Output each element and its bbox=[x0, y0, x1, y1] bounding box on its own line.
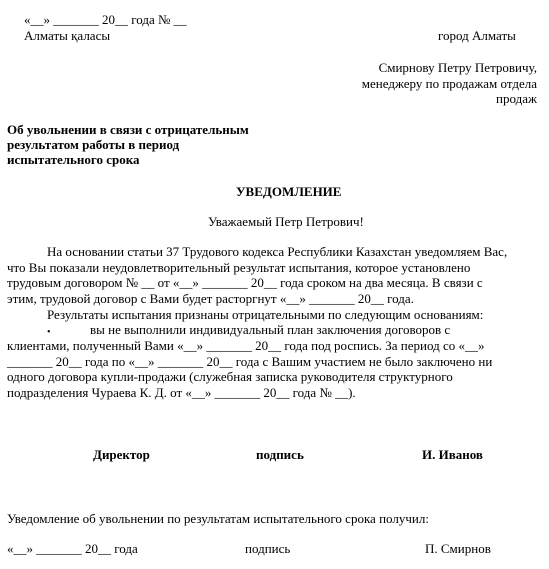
bullet-line-4: одного договора купли-продажи (служебная записка руководителя структурного bbox=[7, 369, 453, 384]
bullet-line-5: подразделения Чураева К. Д. от «__» _______ 20__ года № __). bbox=[7, 385, 356, 400]
signatory-position: Директор bbox=[93, 447, 150, 462]
receipt-text: Уведомление об увольнении по результатам испытательного срока получил: bbox=[7, 511, 429, 526]
bullet-line-1: вы не выполнили индивидуальный план заключения договоров с bbox=[90, 322, 451, 337]
paragraph1-line-2: что Вы показали неудовлетворительный результат испытания, которое установлено bbox=[7, 260, 471, 275]
paragraph1-line-4: этим, трудовой договор с Вами будет расторгнут «__» _______ 20__ года. bbox=[7, 291, 414, 306]
city-kazakh: Алматы қаласы bbox=[24, 28, 111, 43]
greeting: Уважаемый Петр Петрович! bbox=[208, 214, 364, 229]
signatory-name: И. Иванов bbox=[422, 447, 483, 462]
receipt-date: «__» _______ 20__ года bbox=[7, 541, 138, 556]
bullet-line-3: _______ 20__ года по «__» _______ 20__ года с Вашим участием не было заключено ни bbox=[7, 354, 493, 369]
addressee-name: Смирнову Петру Петровичу, bbox=[378, 60, 537, 75]
paragraph1-line-1: На основании статьи 37 Трудового кодекса Республики Казахстан уведомляем Вас, bbox=[47, 244, 508, 259]
receipt-name: П. Смирнов bbox=[425, 541, 491, 556]
signature-placeholder: подпись bbox=[256, 447, 304, 462]
paragraph1-line-3: трудовым договором № __ от «__» _______ 20__ года сроком на два месяца. В связи с bbox=[7, 275, 483, 290]
document-title: УВЕДОМЛЕНИЕ bbox=[236, 184, 342, 199]
subject-line-2: результатом работы в период bbox=[7, 137, 180, 152]
document-date-number: «__» _______ 20__ года № __ bbox=[24, 12, 187, 27]
subject-line-1: Об увольнении в связи с отрицательным bbox=[7, 122, 249, 137]
receipt-signature-placeholder: подпись bbox=[245, 541, 291, 556]
bullet-line-2: клиентами, полученный Вами «__» _______ 20__ года под роспись. За период со «__» bbox=[7, 338, 485, 353]
subject-line-3: испытательного срока bbox=[7, 152, 140, 167]
paragraph2: Результаты испытания признаны отрицательными по следующим основаниям: bbox=[47, 307, 484, 322]
bullet-marker: • bbox=[47, 327, 51, 338]
city-russian: город Алматы bbox=[438, 28, 516, 43]
addressee-department: продаж bbox=[496, 91, 537, 106]
addressee-position: менеджеру по продажам отдела bbox=[361, 76, 537, 91]
